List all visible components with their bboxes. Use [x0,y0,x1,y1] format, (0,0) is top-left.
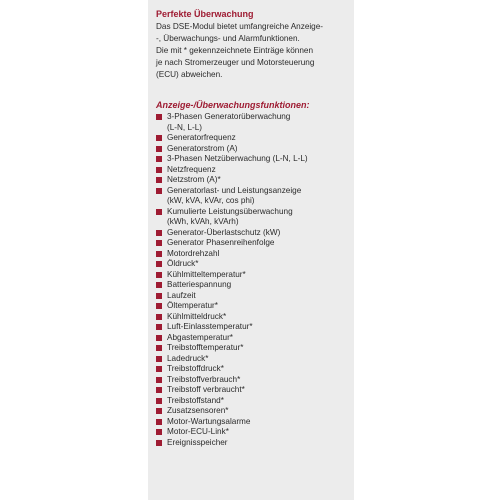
list-item-text: Kühlmitteltemperatur* [167,269,246,279]
list-item-text: Treibstoff verbraucht* [167,385,245,394]
square-bullet-icon [156,440,162,446]
square-bullet-icon [156,188,162,194]
square-bullet-icon [156,146,162,152]
square-bullet-icon [156,240,162,246]
list-item [156,364,354,375]
list-item-text: Generatorstrom (A) [167,143,238,153]
list-item-text: Netzfrequenz [167,164,216,174]
list-item-text: Ereignisspeicher [167,437,228,447]
list-item [156,207,354,228]
list-item-text: Öltemperatur* [167,301,218,310]
list-item-text: Generatorlast- und Leistungsanzeige [167,185,302,195]
list-item-text: 3-Phasen Generatorüberwachung [167,112,291,121]
list-item-text: Treibstoffdruck* [167,364,224,373]
square-bullet-icon [156,387,162,393]
list-item [156,133,354,144]
square-bullet-icon [156,177,162,183]
square-bullet-icon [156,314,162,320]
list-item-text: Generator-Überlastschutz (kW) [167,227,281,237]
feature-panel [148,0,354,500]
list-item-text: Abgastemperatur* [167,332,233,342]
list-item [156,438,354,449]
list-item-text: Ladedruck* [167,353,209,363]
list-item [156,343,354,354]
square-bullet-icon [156,324,162,330]
square-bullet-icon [156,272,162,278]
list-item [156,354,354,365]
intro-line: (ECU) abweichen. [156,70,223,79]
list-item [156,249,354,260]
intro-line: Die mit * gekennzeichnete Einträge können [156,46,314,55]
list-item-text: Netzstrom (A)* [167,175,221,184]
square-bullet-icon [156,429,162,435]
list-item [156,333,354,344]
square-bullet-icon [156,114,162,120]
square-bullet-icon [156,408,162,414]
list-item-text: Luft-Einlasstemperatur* [167,322,253,331]
square-bullet-icon [156,209,162,215]
square-bullet-icon [156,251,162,257]
list-item-text: Öldruck* [167,259,199,268]
square-bullet-icon [156,419,162,425]
list-item [156,238,354,249]
intro-line: Das DSE-Modul bietet umfangreiche Anzeige- [156,22,324,31]
list-item [156,228,354,239]
square-bullet-icon [156,398,162,404]
list-item [156,385,354,396]
list-item-text: Treibstoffverbrauch* [167,374,241,384]
list-item [156,291,354,302]
feature-list [156,112,354,448]
list-item [156,270,354,281]
list-item [156,322,354,333]
square-bullet-icon [156,167,162,173]
square-bullet-icon [156,303,162,309]
square-bullet-icon [156,377,162,383]
square-bullet-icon [156,230,162,236]
list-item [156,417,354,428]
list-item-text: 3-Phasen Netzüberwachung (L-N, L-L) [167,154,308,163]
list-item [156,175,354,186]
square-bullet-icon [156,345,162,351]
list-item [156,396,354,407]
section-title: Anzeige-/Überwachungsfunktionen: [156,100,310,110]
list-item-text: Generatorfrequenz [167,133,236,142]
list-item-text: Zusatzsensoren* [167,406,229,415]
square-bullet-icon [156,135,162,141]
list-item [156,259,354,270]
list-item [156,427,354,438]
list-item [156,186,354,207]
list-item-text: Generator Phasenreihenfolge [167,238,275,247]
list-item-text: Kumulierte Leistungsüberwachung [167,206,293,216]
square-bullet-icon [156,366,162,372]
square-bullet-icon [156,335,162,341]
list-item-text: Motordrehzahl [167,248,220,258]
list-item [156,301,354,312]
square-bullet-icon [156,356,162,362]
list-item [156,165,354,176]
list-item [156,312,354,323]
list-item-text: Treibstoffstand* [167,395,224,405]
list-item [156,280,354,291]
square-bullet-icon [156,282,162,288]
intro-line: -, Überwachungs- und Alarmfunktionen. [156,34,300,43]
list-item-text: (L-N, L-L) [167,122,203,132]
list-item-text: Batteriespannung [167,280,232,289]
list-item [156,112,354,133]
list-item-text: Treibstofftemperatur* [167,343,244,352]
intro-paragraph [156,21,354,81]
list-item-text: (kW, kVA, kVAr, cos phi) [167,196,255,205]
list-item-text: Motor-Wartungsalarme [167,416,251,426]
square-bullet-icon [156,293,162,299]
list-item-text: Laufzeit [167,290,196,300]
panel-heading: Perfekte Überwachung [156,9,254,19]
list-item [156,144,354,155]
list-item [156,406,354,417]
list-item [156,154,354,165]
intro-line: je nach Stromerzeuger und Motorsteuerung [156,58,315,67]
list-item-text: Kühlmitteldruck* [167,311,227,321]
list-item-text: (kWh, kVAh, kVArh) [167,217,239,226]
square-bullet-icon [156,156,162,162]
list-item [156,375,354,386]
square-bullet-icon [156,261,162,267]
list-item-text: Motor-ECU-Link* [167,427,229,436]
